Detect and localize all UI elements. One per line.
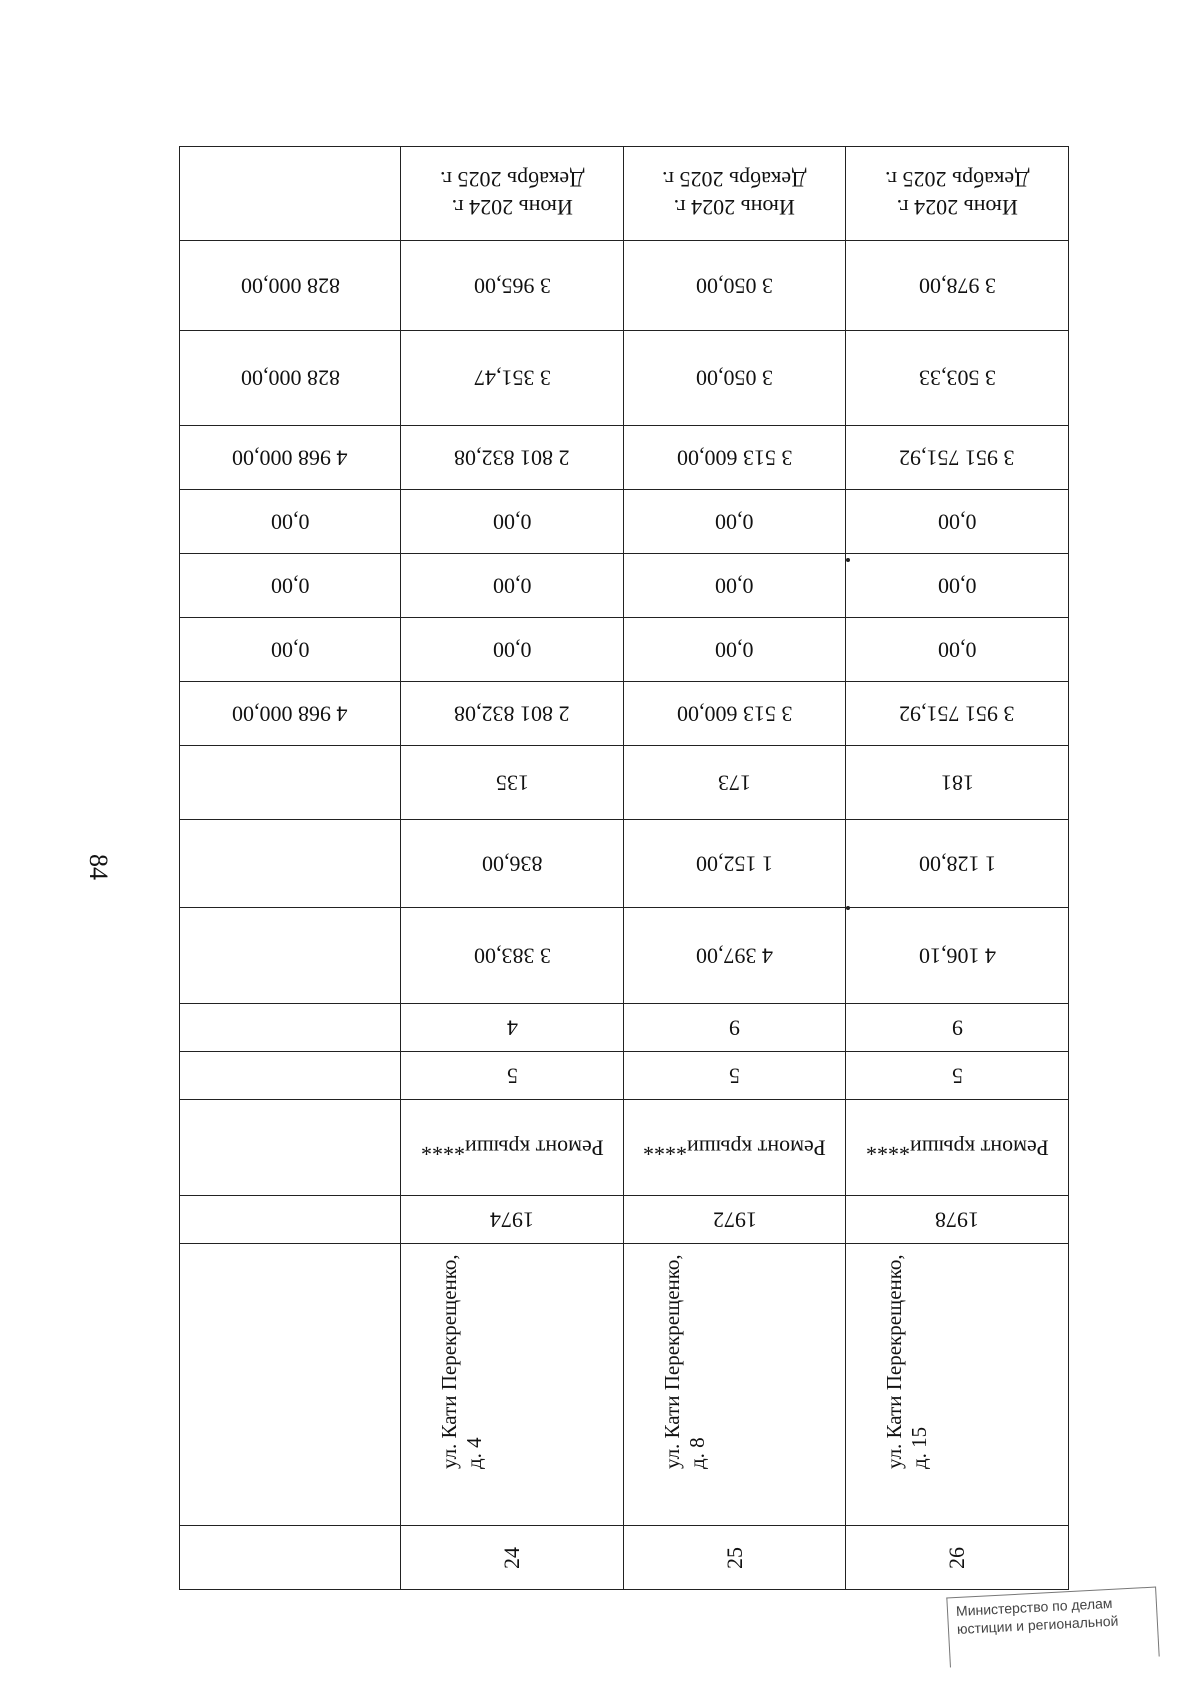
total-cell: 4 968 000,00 (180, 682, 401, 746)
value-cell: 9 (624, 1004, 846, 1052)
registration-stamp: Министерство по делам юстиции и региональной (946, 1587, 1159, 1668)
value-cell: 1 128,00 (846, 820, 1069, 908)
period-cell: Июнь 2024 г. Декабрь 2025 г. (624, 147, 846, 241)
value-cell: 4 (401, 1004, 624, 1052)
table-row (180, 241, 1069, 331)
value-cell: 3 513 600,00 (624, 682, 846, 746)
value-cell: 5 (624, 1052, 846, 1100)
value-cell: 3 951 751,92 (846, 426, 1069, 490)
value-cell: 0,00 (846, 618, 1069, 682)
value-cell: 3 513 600,00 (624, 426, 846, 490)
row-number-cell: 26 (846, 1526, 1069, 1590)
address-cell: ул. Кати Перекрещенко, д. 4 (401, 1244, 624, 1526)
totals-period-cell (180, 147, 401, 241)
value-cell: 3 978,00 (846, 241, 1069, 331)
value-cell: 0,00 (401, 618, 624, 682)
table-row (180, 1004, 1069, 1052)
total-cell: 0,00 (180, 554, 401, 618)
value-cell: 4 106,10 (846, 908, 1069, 1004)
table-row (180, 331, 1069, 426)
total-cell (180, 1196, 401, 1244)
table-row (180, 554, 1069, 618)
total-cell (180, 1052, 401, 1100)
year-cell: 1972 (624, 1196, 846, 1244)
total-cell (180, 1100, 401, 1196)
value-cell: 2 801 832,08 (401, 426, 624, 490)
value-cell: 3 503,33 (846, 331, 1069, 426)
value-cell: 3 965,00 (401, 241, 624, 331)
value-cell: 0,00 (846, 554, 1069, 618)
value-cell: 5 (846, 1052, 1069, 1100)
value-cell: 0,00 (846, 490, 1069, 554)
value-cell: 1 152,00 (624, 820, 846, 908)
page-number: 84 (84, 854, 113, 880)
row-number-cell: 24 (401, 1526, 624, 1590)
table-row (180, 1052, 1069, 1100)
value-cell: 9 (846, 1004, 1069, 1052)
work-type-cell: Ремонт крыши**** (846, 1100, 1069, 1196)
value-cell: 0,00 (401, 490, 624, 554)
total-cell: 0,00 (180, 490, 401, 554)
total-cell (180, 820, 401, 908)
table-row (180, 1526, 1069, 1590)
total-cell (180, 746, 401, 820)
value-cell: 0,00 (624, 554, 846, 618)
value-cell: 3 050,00 (624, 241, 846, 331)
speck (846, 906, 850, 910)
table-row (180, 490, 1069, 554)
period-cell: Июнь 2024 г. Декабрь 2025 г. (401, 147, 624, 241)
table-row (180, 746, 1069, 820)
total-cell: 828 000,00 (180, 241, 401, 331)
row-number-cell: 25 (624, 1526, 846, 1590)
total-cell (180, 1004, 401, 1052)
total-cell (180, 1244, 401, 1526)
value-cell: 3 050,00 (624, 331, 846, 426)
value-cell: 5 (401, 1052, 624, 1100)
address-cell: ул. Кати Перекрещенко, д. 8 (624, 1244, 846, 1526)
value-cell: 3 383,00 (401, 908, 624, 1004)
table-row (180, 682, 1069, 746)
table-row (180, 1196, 1069, 1244)
speck (846, 558, 850, 562)
data-table (179, 146, 1069, 1590)
value-cell: 0,00 (624, 618, 846, 682)
total-cell (180, 908, 401, 1004)
year-cell: 1978 (846, 1196, 1069, 1244)
value-cell: 0,00 (624, 490, 846, 554)
table-row (180, 147, 1069, 241)
total-cell: 4 968 000,00 (180, 426, 401, 490)
total-cell (180, 1526, 401, 1590)
total-cell: 0,00 (180, 618, 401, 682)
table-row (180, 1244, 1069, 1526)
period-cell: Июнь 2024 г. Декабрь 2025 г. (846, 147, 1069, 241)
table-row (180, 908, 1069, 1004)
table-row (180, 426, 1069, 490)
year-cell: 1974 (401, 1196, 624, 1244)
value-cell: 836,00 (401, 820, 624, 908)
total-cell: 828 000,00 (180, 331, 401, 426)
table-row (180, 618, 1069, 682)
value-cell: 173 (624, 746, 846, 820)
address-cell: ул. Кати Перекрещенко, д. 15 (846, 1244, 1069, 1526)
table-row (180, 820, 1069, 908)
value-cell: 2 801 832,08 (401, 682, 624, 746)
work-type-cell: Ремонт крыши**** (624, 1100, 846, 1196)
value-cell: 3 351,47 (401, 331, 624, 426)
value-cell: 135 (401, 746, 624, 820)
value-cell: 0,00 (401, 554, 624, 618)
value-cell: 4 397,00 (624, 908, 846, 1004)
work-type-cell: Ремонт крыши**** (401, 1100, 624, 1196)
value-cell: 3 951 751,92 (846, 682, 1069, 746)
value-cell: 181 (846, 746, 1069, 820)
table-row (180, 1100, 1069, 1196)
